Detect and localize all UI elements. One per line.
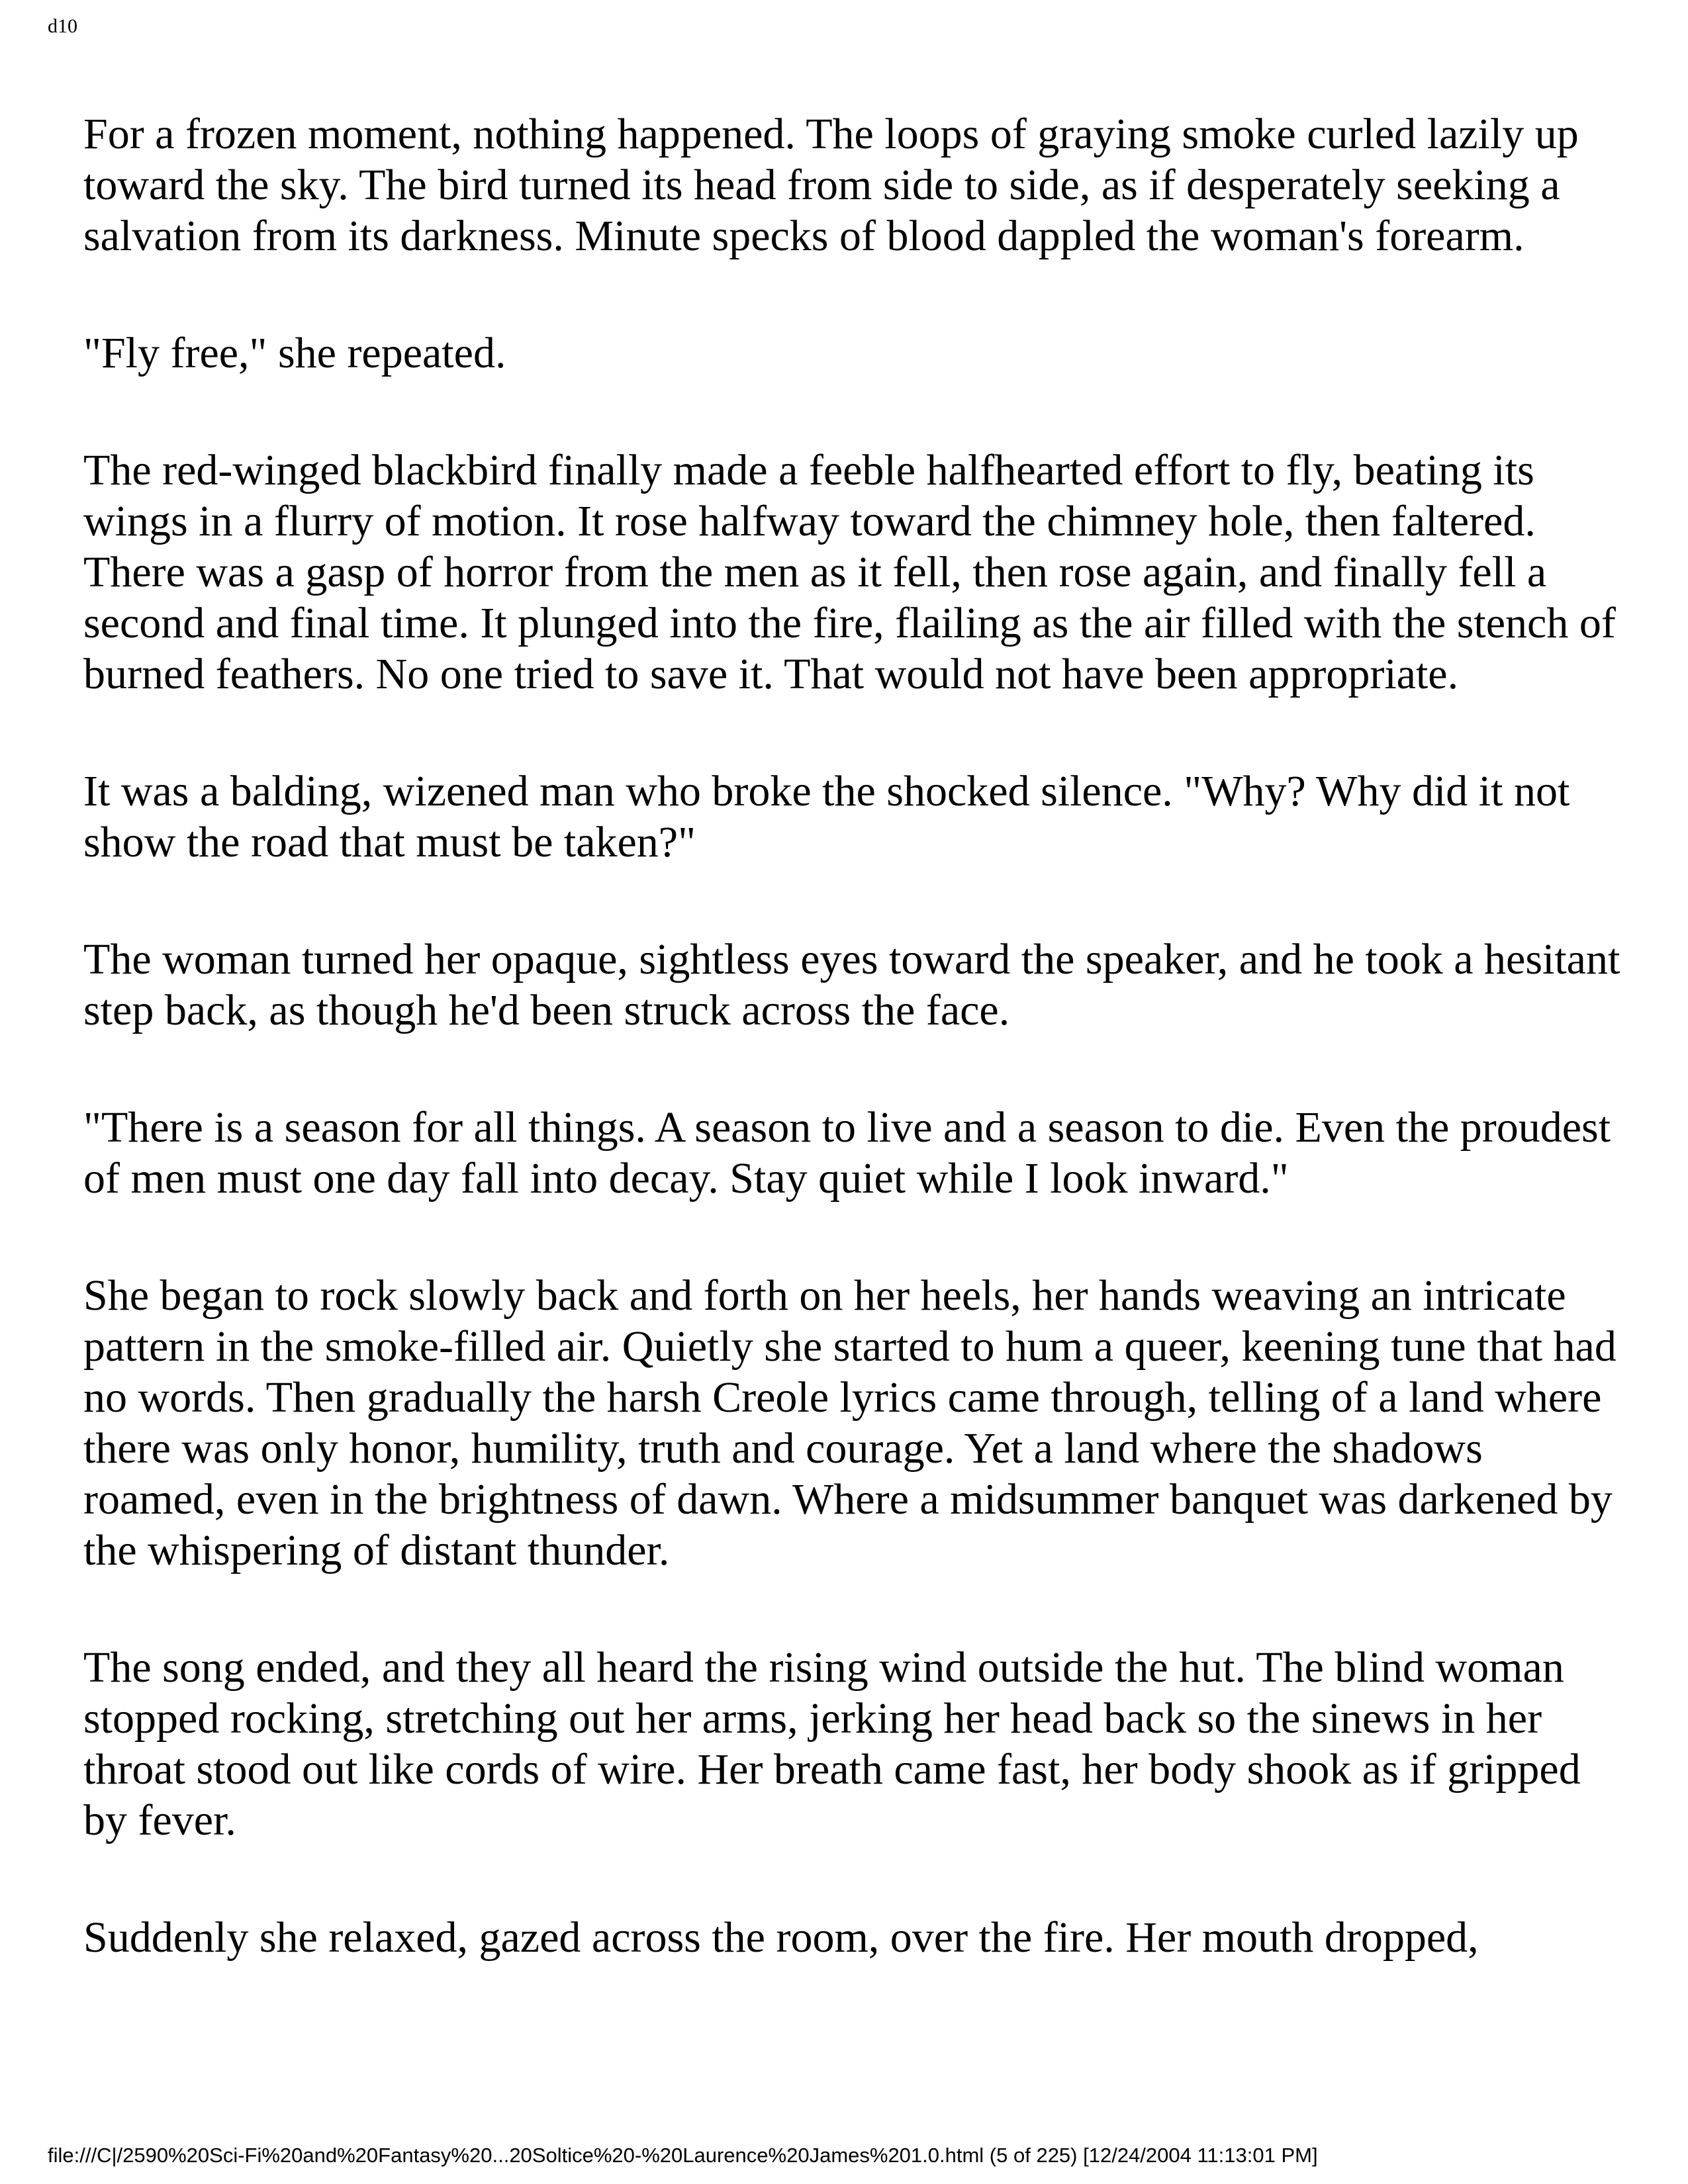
paragraph: The song ended, and they all heard the rising wind outside the hut. The blind woman stopped rocking, stretching out her arms, jerking her head back so the sinews in her throat stood out like cords of wire. Her breath came fast, her body shook as if gripped by fever. (83, 1643, 1581, 1844)
document-body (83, 109, 1626, 1963)
paragraph: She began to rock slowly back and forth on her heels, her hands weaving an intricate pattern in the smoke-filled air. Quietly she started to hum a queer, keening tune that had no words. Then gradually the harsh Creole lyrics came through, telling of a land where there was only honor, humility, truth and courage. Yet a land where the shadows roamed, even in the brightness of dawn. Where a midsummer banquet was darkened by the whispering of distant thunder. (83, 1271, 1617, 1574)
page-footer-url: file:///C|/2590%20Sci-Fi%20and%20Fantasy%20...20Soltice%20-%20Laurence%20James%201.0.html (5 of 225) [12/24/2004 11:13:01 PM] (48, 2144, 1318, 2167)
page-header-label: d10 (48, 15, 77, 37)
paragraph: Suddenly she relaxed, gazed across the room, over the fire. Her mouth dropped, (83, 1913, 1479, 1962)
paragraph: "Fly free," she repeated. (83, 329, 506, 377)
paragraph: "There is a season for all things. A season to live and a season to die. Even the proudest of men must one day fall into decay. Stay quiet while I look inward." (83, 1103, 1611, 1203)
paragraph: For a frozen moment, nothing happened. The loops of graying smoke curled lazily up toward the sky. The bird turned its head from side to side, as if desperately seeking a salvation from its darkness. Minute specks of blood dappled the woman's forearm. (83, 110, 1579, 260)
paragraph: The red-winged blackbird finally made a feeble halfhearted effort to fly, beating its wings in a flurry of motion. It rose halfway toward the chimney hole, then faltered. There was a gasp of horror from the men as it fell, then rose again, and finally fell a second and final time. It plunged into the fire, flailing as the air filled with the stench of burned feathers. No one tried to save it. That would not have been appropriate. (83, 446, 1616, 698)
paragraph: It was a balding, wizened man who broke the shocked silence. "Why? Why did it not show the road that must be taken?" (83, 767, 1570, 866)
paragraph: The woman turned her opaque, sightless eyes toward the speaker, and he took a hesitant step back, as though he'd been struck across the face. (83, 935, 1620, 1034)
